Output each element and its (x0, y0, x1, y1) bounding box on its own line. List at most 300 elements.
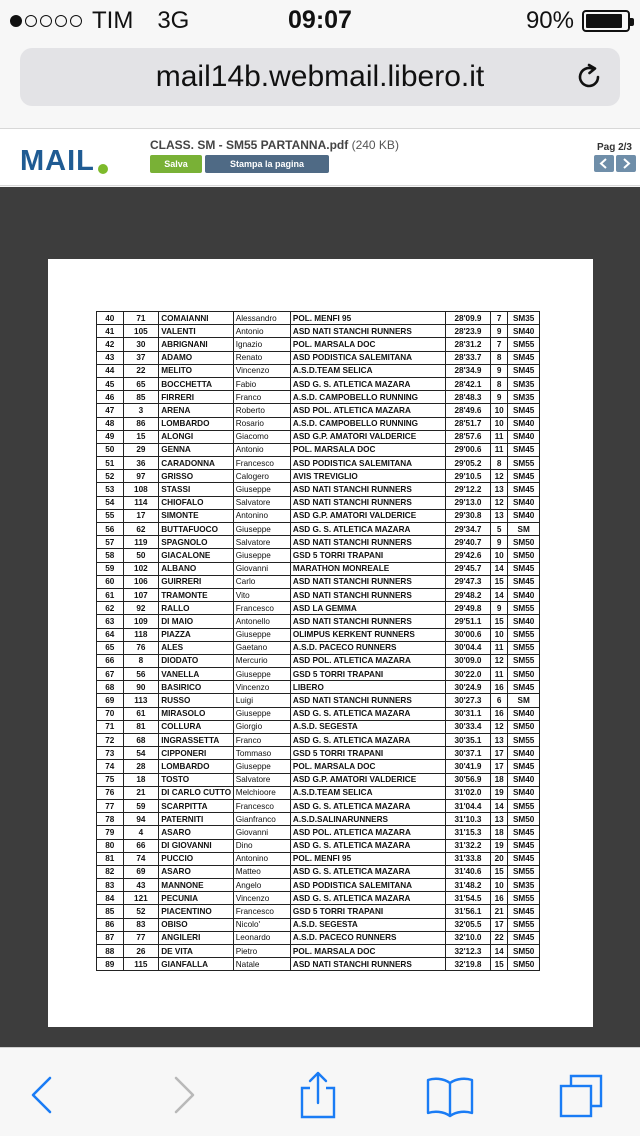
surname-cell: LOMBARDO (159, 760, 234, 773)
category-position-cell: 10 (490, 404, 507, 417)
battery-percentage: 90% (525, 7, 574, 34)
first-name-cell: Luigi (233, 694, 290, 707)
team-cell: OLIMPUS KERKENT RUNNERS (290, 628, 445, 641)
bib-cell: 71 (123, 312, 159, 325)
surname-cell: ALES (159, 641, 234, 654)
surname-cell: PIAZZA (159, 628, 234, 641)
pdf-viewer[interactable] (0, 187, 640, 1047)
category-cell: SM45 (508, 826, 540, 839)
first-name-cell: Giorgio (233, 720, 290, 733)
first-name-cell: Giuseppe (233, 668, 290, 681)
category-cell: SM40 (508, 747, 540, 760)
category-position-cell: 7 (490, 338, 507, 351)
team-cell: ASD NATI STANCHI RUNNERS (290, 536, 445, 549)
position-cell: 69 (97, 694, 124, 707)
team-cell: ASD NATI STANCHI RUNNERS (290, 483, 445, 496)
bib-cell: 50 (123, 549, 159, 562)
category-cell: SM50 (508, 549, 540, 562)
time-cell: 32'05.5 (446, 918, 491, 931)
time-cell: 28'49.6 (446, 404, 491, 417)
category-cell: SM45 (508, 760, 540, 773)
category-cell: SM55 (508, 654, 540, 667)
table-row (97, 892, 540, 905)
category-position-cell: 15 (490, 958, 507, 971)
first-name-cell: Melchioore (233, 786, 290, 799)
table-row (97, 813, 540, 826)
time-cell: 29'42.6 (446, 549, 491, 562)
team-cell: ASD G. S. ATLETICA MAZARA (290, 734, 445, 747)
bib-cell: 69 (123, 865, 159, 878)
position-cell: 83 (97, 879, 124, 892)
category-cell: SM45 (508, 839, 540, 852)
team-cell: A.S.D. CAMPOBELLO RUNNING (290, 391, 445, 404)
print-page-button[interactable]: Stampa la pagina visualizzata (205, 155, 329, 173)
team-cell: A.S.D. CAMPOBELLO RUNNING (290, 417, 445, 430)
bib-cell: 85 (123, 391, 159, 404)
bib-cell: 56 (123, 668, 159, 681)
category-cell: SM40 (508, 615, 540, 628)
first-name-cell: Gaetano (233, 641, 290, 654)
surname-cell: OBISO (159, 918, 234, 931)
chevron-right-icon (616, 155, 636, 172)
surname-cell: DI GIOVANNI (159, 839, 234, 852)
surname-cell: DI MAIO (159, 615, 234, 628)
time-cell: 29'45.7 (446, 562, 491, 575)
category-position-cell: 16 (490, 892, 507, 905)
surname-cell: MELITO (159, 364, 234, 377)
team-cell: ASD NATI STANCHI RUNNERS (290, 496, 445, 509)
team-cell: ASD G. S. ATLETICA MAZARA (290, 799, 445, 812)
position-cell: 85 (97, 905, 124, 918)
first-name-cell: Calogero (233, 470, 290, 483)
category-position-cell: 5 (490, 523, 507, 536)
category-position-cell: 8 (490, 377, 507, 390)
category-cell: SM35 (508, 879, 540, 892)
position-cell: 80 (97, 839, 124, 852)
first-name-cell: Francesco (233, 799, 290, 812)
bib-cell: 74 (123, 852, 159, 865)
first-name-cell: Antonino (233, 509, 290, 522)
first-name-cell: Angelo (233, 879, 290, 892)
table-row (97, 931, 540, 944)
category-position-cell: 14 (490, 799, 507, 812)
first-name-cell: Giovanni (233, 562, 290, 575)
team-cell: ASD POL. ATLETICA MAZARA (290, 826, 445, 839)
table-row (97, 879, 540, 892)
surname-cell: SPAGNOLO (159, 536, 234, 549)
table-row (97, 654, 540, 667)
position-cell: 84 (97, 892, 124, 905)
time-cell: 29'05.2 (446, 457, 491, 470)
page-indicator: Pag 2/3 (596, 142, 632, 153)
bib-cell: 106 (123, 575, 159, 588)
team-cell: ASD G.P. AMATORI VALDERICE (290, 509, 445, 522)
table-row (97, 852, 540, 865)
time-cell: 28'57.6 (446, 430, 491, 443)
team-cell: GSD 5 TORRI TRAPANI (290, 747, 445, 760)
table-row (97, 509, 540, 522)
category-position-cell: 21 (490, 905, 507, 918)
bib-cell: 21 (123, 786, 159, 799)
status-bar (0, 0, 640, 40)
table-row (97, 575, 540, 588)
time-cell: 31'02.0 (446, 786, 491, 799)
bib-cell: 54 (123, 747, 159, 760)
position-cell: 51 (97, 457, 124, 470)
carrier-name: TIM (92, 7, 134, 34)
table-row (97, 734, 540, 747)
surname-cell: GIACALONE (159, 549, 234, 562)
surname-cell: GENNA (159, 443, 234, 456)
network-type: 3G (157, 7, 190, 34)
team-cell: ASD G. S. ATLETICA MAZARA (290, 865, 445, 878)
team-cell: ASD POL. ATLETICA MAZARA (290, 404, 445, 417)
bib-cell: 18 (123, 773, 159, 786)
category-position-cell: 11 (490, 430, 507, 443)
position-cell: 40 (97, 312, 124, 325)
surname-cell: ALONGI (159, 430, 234, 443)
category-position-cell: 12 (490, 654, 507, 667)
category-cell: SM (508, 694, 540, 707)
first-name-cell: Antonio (233, 443, 290, 456)
bib-cell: 37 (123, 351, 159, 364)
category-cell: SM45 (508, 575, 540, 588)
forward-icon[interactable] (158, 1070, 208, 1120)
table-row (97, 588, 540, 601)
table-row (97, 773, 540, 786)
first-name-cell: Tommaso (233, 747, 290, 760)
bib-cell: 83 (123, 918, 159, 931)
table-row (97, 918, 540, 931)
table-row (97, 338, 540, 351)
surname-cell: RUSSO (159, 694, 234, 707)
team-cell: ASD G.P. AMATORI VALDERICE (290, 773, 445, 786)
surname-cell: CIPPONERI (159, 747, 234, 760)
team-cell: ASD PODISTICA SALEMITANA (290, 457, 445, 470)
bib-cell: 77 (123, 931, 159, 944)
first-name-cell: Alessandro (233, 312, 290, 325)
position-cell: 68 (97, 681, 124, 694)
time-cell: 31'56.1 (446, 905, 491, 918)
team-cell: A.S.D. SEGESTA (290, 918, 445, 931)
time-cell: 29'10.5 (446, 470, 491, 483)
bookmarks-icon[interactable] (425, 1070, 475, 1120)
surname-cell: ABRIGNANI (159, 338, 234, 351)
table-row (97, 312, 540, 325)
position-cell: 66 (97, 654, 124, 667)
category-position-cell: 17 (490, 918, 507, 931)
category-position-cell: 13 (490, 813, 507, 826)
team-cell: ASD NATI STANCHI RUNNERS (290, 588, 445, 601)
surname-cell: STASSI (159, 483, 234, 496)
team-cell: GSD 5 TORRI TRAPANI (290, 905, 445, 918)
first-name-cell: Leonardo (233, 931, 290, 944)
share-icon[interactable] (293, 1070, 343, 1120)
first-name-cell: Ignazio (233, 338, 290, 351)
first-name-cell: Antonio (233, 325, 290, 338)
next-page-button[interactable] (616, 155, 636, 172)
table-row (97, 694, 540, 707)
first-name-cell: Giuseppe (233, 523, 290, 536)
surname-cell: ALBANO (159, 562, 234, 575)
bib-cell: 102 (123, 562, 159, 575)
category-cell: SM45 (508, 562, 540, 575)
team-cell: ASD G.P. AMATORI VALDERICE (290, 430, 445, 443)
address-bar[interactable] (20, 48, 620, 106)
category-position-cell: 10 (490, 417, 507, 430)
surname-cell: DE VITA (159, 945, 234, 958)
team-cell: ASD NATI STANCHI RUNNERS (290, 694, 445, 707)
position-cell: 58 (97, 549, 124, 562)
team-cell: A.S.D.SALINARUNNERS (290, 813, 445, 826)
first-name-cell: Rosario (233, 417, 290, 430)
first-name-cell: Dino (233, 839, 290, 852)
time-cell: 28'48.3 (446, 391, 491, 404)
category-cell: SM35 (508, 391, 540, 404)
table-row (97, 747, 540, 760)
category-cell: SM55 (508, 457, 540, 470)
bib-cell: 68 (123, 734, 159, 747)
pdf-page[interactable] (48, 259, 593, 1027)
bib-cell: 90 (123, 681, 159, 694)
time-cell: 29'34.7 (446, 523, 491, 536)
time-cell: 32'10.0 (446, 931, 491, 944)
bib-cell: 81 (123, 720, 159, 733)
category-cell: SM55 (508, 338, 540, 351)
category-position-cell: 13 (490, 734, 507, 747)
team-cell: ASD NATI STANCHI RUNNERS (290, 958, 445, 971)
position-cell: 73 (97, 747, 124, 760)
team-cell: ASD G. S. ATLETICA MAZARA (290, 707, 445, 720)
position-cell: 67 (97, 668, 124, 681)
time-cell: 29'00.6 (446, 443, 491, 456)
category-cell: SM40 (508, 707, 540, 720)
bib-cell: 94 (123, 813, 159, 826)
position-cell: 56 (97, 523, 124, 536)
category-cell: SM55 (508, 602, 540, 615)
category-cell: SM50 (508, 958, 540, 971)
time-cell: 28'31.2 (446, 338, 491, 351)
category-position-cell: 14 (490, 945, 507, 958)
category-position-cell: 11 (490, 668, 507, 681)
category-cell: SM55 (508, 892, 540, 905)
bib-cell: 92 (123, 602, 159, 615)
time-cell: 29'12.2 (446, 483, 491, 496)
team-cell: ASD NATI STANCHI RUNNERS (290, 325, 445, 338)
bib-cell: 30 (123, 338, 159, 351)
category-cell: SM45 (508, 681, 540, 694)
time-cell: 30'56.9 (446, 773, 491, 786)
table-row (97, 615, 540, 628)
bib-cell: 114 (123, 496, 159, 509)
chevron-left-icon (594, 155, 614, 172)
first-name-cell: Giacomo (233, 430, 290, 443)
first-name-cell: Franco (233, 734, 290, 747)
category-position-cell: 11 (490, 641, 507, 654)
category-position-cell: 16 (490, 707, 507, 720)
table-row (97, 377, 540, 390)
table-row (97, 351, 540, 364)
surname-cell: VANELLA (159, 668, 234, 681)
time-cell: 30'35.1 (446, 734, 491, 747)
first-name-cell: Matteo (233, 865, 290, 878)
time-cell: 29'47.3 (446, 575, 491, 588)
first-name-cell: Giuseppe (233, 628, 290, 641)
surname-cell: TOSTO (159, 773, 234, 786)
team-cell: ASD PODISTICA SALEMITANA (290, 351, 445, 364)
surname-cell: ADAMO (159, 351, 234, 364)
first-name-cell: Mercurio (233, 654, 290, 667)
tabs-icon[interactable] (557, 1070, 607, 1120)
team-cell: ASD G. S. ATLETICA MAZARA (290, 892, 445, 905)
category-position-cell: 15 (490, 575, 507, 588)
table-row (97, 562, 540, 575)
time-cell: 30'22.0 (446, 668, 491, 681)
category-cell: SM50 (508, 720, 540, 733)
bib-cell: 121 (123, 892, 159, 905)
category-position-cell: 9 (490, 602, 507, 615)
surname-cell: DIODATO (159, 654, 234, 667)
surname-cell: GIANFALLA (159, 958, 234, 971)
category-cell: SM45 (508, 404, 540, 417)
category-position-cell: 8 (490, 351, 507, 364)
surname-cell: PIACENTINO (159, 905, 234, 918)
save-button[interactable]: Salva (150, 155, 202, 173)
position-cell: 43 (97, 351, 124, 364)
category-position-cell: 12 (490, 720, 507, 733)
surname-cell: DI CARLO CUTTO (159, 786, 234, 799)
first-name-cell: Francesco (233, 905, 290, 918)
bib-cell: 59 (123, 799, 159, 812)
table-row (97, 945, 540, 958)
table-row (97, 536, 540, 549)
surname-cell: COMAIANNI (159, 312, 234, 325)
surname-cell: CARADONNA (159, 457, 234, 470)
category-cell: SM45 (508, 470, 540, 483)
mail-logo[interactable] (20, 145, 108, 178)
category-cell: SM35 (508, 312, 540, 325)
surname-cell: RALLO (159, 602, 234, 615)
category-cell: SM40 (508, 325, 540, 338)
position-cell: 61 (97, 588, 124, 601)
url-text[interactable]: mail14b.webmail.libero.it (155, 60, 485, 93)
bib-cell: 113 (123, 694, 159, 707)
time-cell: 31'33.8 (446, 852, 491, 865)
category-cell: SM55 (508, 641, 540, 654)
position-cell: 65 (97, 641, 124, 654)
battery-fill (586, 14, 622, 28)
team-cell: ASD PODISTICA SALEMITANA (290, 879, 445, 892)
bib-cell: 17 (123, 509, 159, 522)
time-cell: 30'24.9 (446, 681, 491, 694)
logo-dot-icon (98, 164, 108, 174)
team-cell: A.S.D.TEAM SELICA (290, 364, 445, 377)
first-name-cell: Salvatore (233, 536, 290, 549)
bib-cell: 29 (123, 443, 159, 456)
position-cell: 71 (97, 720, 124, 733)
team-cell: POL. MARSALA DOC (290, 338, 445, 351)
position-cell: 47 (97, 404, 124, 417)
team-cell: GSD 5 TORRI TRAPANI (290, 549, 445, 562)
first-name-cell: Francesco (233, 457, 290, 470)
bib-cell: 15 (123, 430, 159, 443)
surname-cell: BUTTAFUOCO (159, 523, 234, 536)
category-cell: SM55 (508, 734, 540, 747)
table-row (97, 826, 540, 839)
category-cell: SM40 (508, 588, 540, 601)
category-position-cell: 22 (490, 931, 507, 944)
surname-cell: SIMONTE (159, 509, 234, 522)
first-name-cell: Vincenzo (233, 892, 290, 905)
surname-cell: BASIRICO (159, 681, 234, 694)
previous-page-button[interactable] (594, 155, 614, 172)
time-cell: 28'23.9 (446, 325, 491, 338)
reload-icon[interactable] (574, 62, 604, 92)
table-row (97, 430, 540, 443)
position-cell: 74 (97, 760, 124, 773)
bib-cell: 76 (123, 641, 159, 654)
bib-cell: 105 (123, 325, 159, 338)
position-cell: 54 (97, 496, 124, 509)
results-table-body (97, 312, 540, 971)
time-cell: 30'00.6 (446, 628, 491, 641)
surname-cell: ASARO (159, 826, 234, 839)
team-cell: ASD POL. ATLETICA MAZARA (290, 654, 445, 667)
time-cell: 28'33.7 (446, 351, 491, 364)
position-cell: 50 (97, 443, 124, 456)
table-row (97, 681, 540, 694)
category-cell: SM40 (508, 417, 540, 430)
time-cell: 28'51.7 (446, 417, 491, 430)
position-cell: 89 (97, 958, 124, 971)
first-name-cell: Giovanni (233, 826, 290, 839)
surname-cell: ARENA (159, 404, 234, 417)
category-position-cell: 13 (490, 483, 507, 496)
team-cell: A.S.D. PACECO RUNNERS (290, 641, 445, 654)
position-cell: 42 (97, 338, 124, 351)
bib-cell: 118 (123, 628, 159, 641)
table-row (97, 760, 540, 773)
table-row (97, 443, 540, 456)
team-cell: ASD NATI STANCHI RUNNERS (290, 615, 445, 628)
position-cell: 79 (97, 826, 124, 839)
category-cell: SM50 (508, 813, 540, 826)
first-name-cell: Francesco (233, 602, 290, 615)
team-cell: ASD LA GEMMA (290, 602, 445, 615)
team-cell: POL. MARSALA DOC (290, 760, 445, 773)
category-cell: SM50 (508, 945, 540, 958)
category-position-cell: 19 (490, 786, 507, 799)
time-cell: 30'04.4 (446, 641, 491, 654)
back-icon[interactable] (18, 1070, 68, 1120)
position-cell: 72 (97, 734, 124, 747)
status-time: 09:07 (288, 6, 352, 34)
position-cell: 86 (97, 918, 124, 931)
category-position-cell: 20 (490, 852, 507, 865)
time-cell: 30'37.1 (446, 747, 491, 760)
category-position-cell: 10 (490, 879, 507, 892)
category-position-cell: 12 (490, 496, 507, 509)
bib-cell: 4 (123, 826, 159, 839)
first-name-cell: Vincenzo (233, 681, 290, 694)
table-row (97, 391, 540, 404)
position-cell: 46 (97, 391, 124, 404)
time-cell: 30'27.3 (446, 694, 491, 707)
surname-cell: PUCCIO (159, 852, 234, 865)
first-name-cell: Roberto (233, 404, 290, 417)
surname-cell: PECUNIA (159, 892, 234, 905)
surname-cell: FIRRERI (159, 391, 234, 404)
